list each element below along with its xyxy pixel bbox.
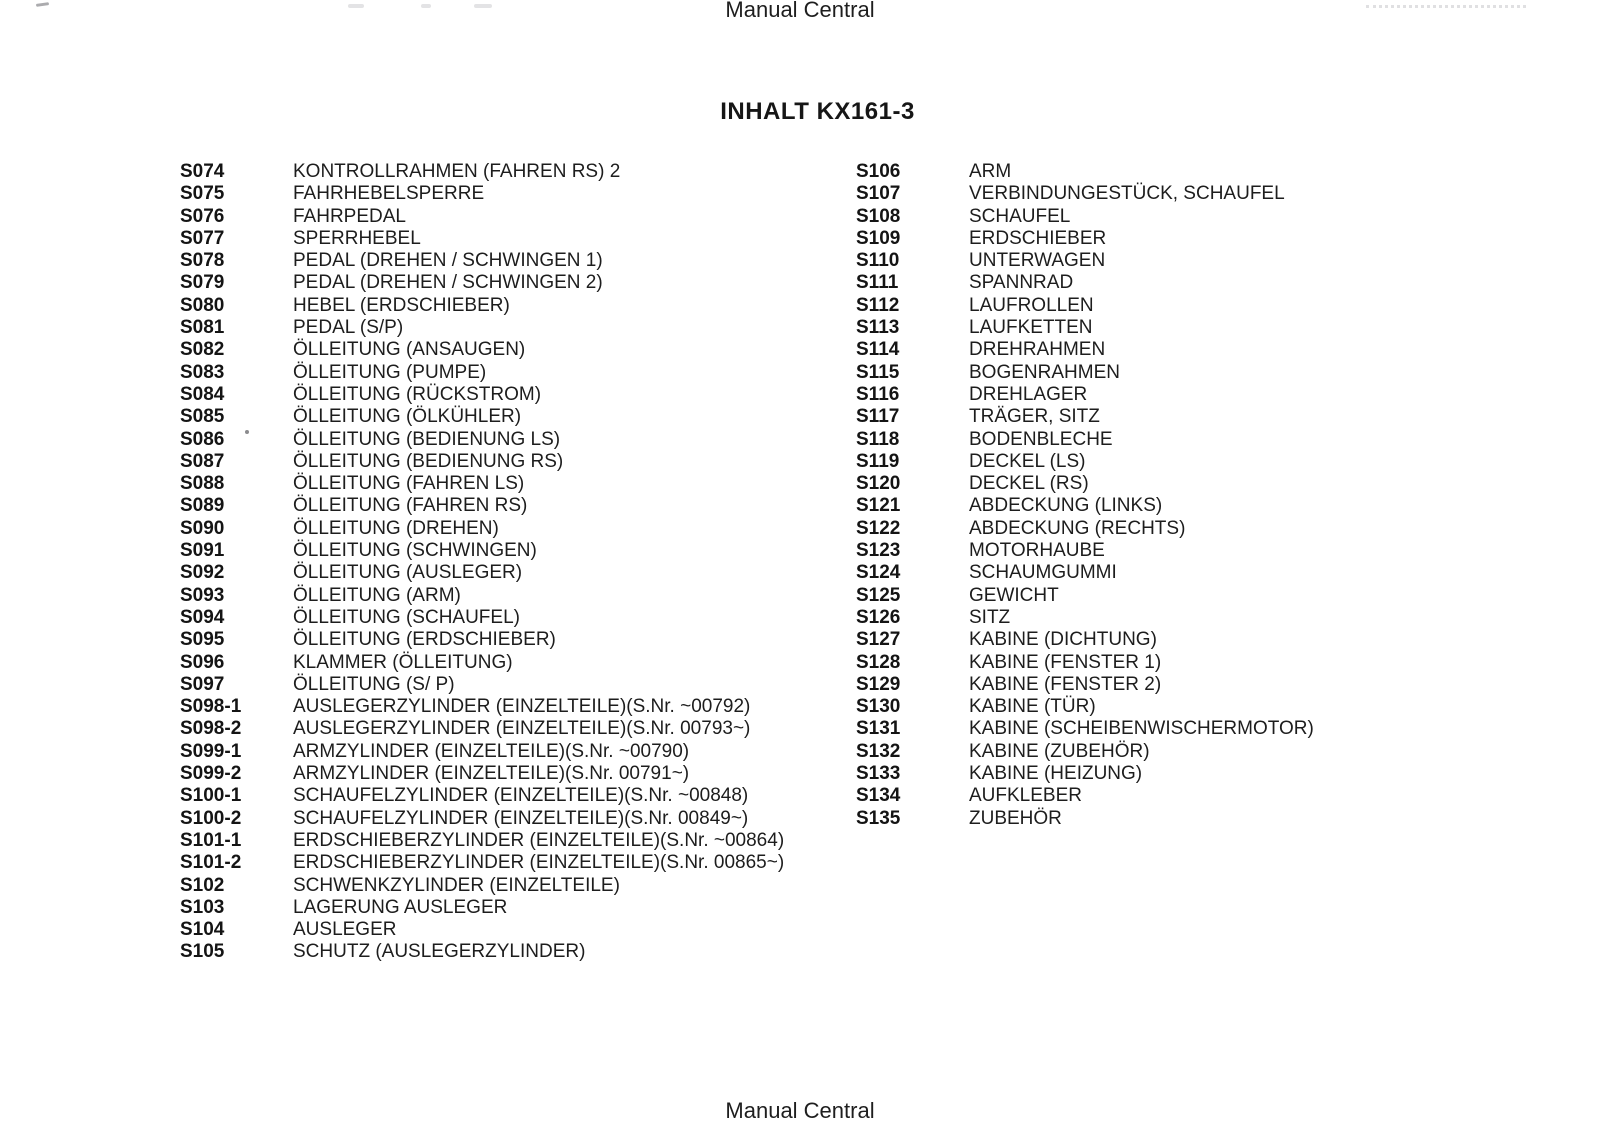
section-title: AUSLEGERZYLINDER (EINZELTEILE)(S.Nr. ~00792) [293, 696, 751, 718]
section-title: FAHRPEDAL [293, 205, 406, 227]
section-code: S099-1 [180, 740, 242, 762]
section-code: S085 [180, 406, 225, 428]
section-code: S109 [856, 227, 901, 249]
toc-row [856, 228, 1314, 250]
section-code: S087 [180, 450, 225, 472]
section-title: ERDSCHIEBER [969, 227, 1107, 249]
section-code: S101-1 [180, 829, 242, 851]
section-code: S075 [180, 183, 225, 205]
toc-row [180, 763, 784, 785]
section-title: AUFKLEBER [969, 785, 1082, 807]
section-code: S098-2 [180, 718, 242, 740]
toc-row [856, 183, 1314, 205]
section-title: ÖLLEITUNG (FAHREN LS) [293, 473, 525, 495]
toc-row [856, 429, 1314, 451]
section-title: GEWICHT [969, 584, 1059, 606]
section-title: ÖLLEITUNG (BEDIENUNG RS) [293, 450, 564, 472]
section-code: S074 [180, 161, 225, 182]
toc-row [180, 161, 784, 183]
section-title: KABINE (DICHTUNG) [969, 629, 1157, 651]
section-code: S127 [856, 629, 901, 651]
section-code: S089 [180, 495, 225, 517]
toc-row [180, 741, 784, 763]
toc-row [180, 585, 784, 607]
section-title: KABINE (HEIZUNG) [969, 763, 1143, 785]
section-title: SCHAUFELZYLINDER (EINZELTEILE)(S.Nr. ~00848) [293, 785, 749, 807]
section-title: KABINE (TÜR) [969, 696, 1096, 718]
section-title: ÖLLEITUNG (S/ P) [293, 673, 455, 695]
toc-row [180, 429, 784, 451]
toc-row [180, 562, 784, 584]
section-code: S081 [180, 317, 225, 339]
section-code: S091 [180, 540, 225, 562]
section-code: S134 [856, 785, 901, 807]
section-code: S104 [180, 919, 225, 941]
section-title: BODENBLECHE [969, 428, 1113, 450]
section-code: S123 [856, 540, 901, 562]
section-title: LAGERUNG AUSLEGER [293, 896, 508, 918]
section-title: ÖLLEITUNG (DREHEN) [293, 517, 499, 539]
toc-row [856, 362, 1314, 384]
toc-row [180, 897, 784, 919]
section-title: DREHLAGER [969, 383, 1088, 405]
section-title: ZUBEHÖR [969, 807, 1062, 829]
section-code: S132 [856, 740, 901, 762]
toc-row [180, 272, 784, 294]
toc-row [856, 607, 1314, 629]
toc-row [180, 495, 784, 517]
section-code: S094 [180, 606, 225, 628]
section-title: ÖLLEITUNG (ÖLKÜHLER) [293, 406, 522, 428]
toc-row [856, 295, 1314, 317]
section-title: ÖLLEITUNG (RÜCKSTROM) [293, 383, 542, 405]
section-title: DREHRAHMEN [969, 339, 1106, 361]
section-code: S133 [856, 763, 901, 785]
section-title: PEDAL (S/P) [293, 317, 404, 339]
section-title: KABINE (FENSTER 1) [969, 651, 1162, 673]
section-title: SCHAUMGUMMI [969, 562, 1117, 584]
section-code: S111 [856, 272, 899, 294]
toc-row [180, 830, 784, 852]
toc-row [180, 451, 784, 473]
toc-row [856, 540, 1314, 562]
section-code: S088 [180, 473, 225, 495]
section-code: S112 [856, 294, 900, 316]
section-code: S090 [180, 517, 225, 539]
section-title: ÖLLEITUNG (ERDSCHIEBER) [293, 629, 556, 651]
section-code: S129 [856, 673, 901, 695]
toc-row [180, 875, 784, 897]
toc-row [180, 718, 784, 740]
toc-row [856, 473, 1314, 495]
toc-row [180, 339, 784, 361]
toc-row [856, 161, 1314, 183]
toc-row [856, 652, 1314, 674]
toc-row [180, 183, 784, 205]
section-code: S078 [180, 250, 225, 272]
section-title: VERBINDUNGESTÜCK, SCHAUFEL [969, 183, 1285, 205]
section-title: KLAMMER (ÖLLEITUNG) [293, 651, 513, 673]
toc-row [180, 607, 784, 629]
section-title: ERDSCHIEBERZYLINDER (EINZELTEILE)(S.Nr. 00865~) [293, 852, 785, 874]
section-code: S076 [180, 205, 225, 227]
section-title: HEBEL (ERDSCHIEBER) [293, 294, 510, 316]
section-title: DECKEL (RS) [969, 473, 1089, 495]
toc-row [856, 495, 1314, 517]
section-title: KABINE (FENSTER 2) [969, 673, 1162, 695]
toc-row [856, 674, 1314, 696]
footer-watermark: Manual Central [725, 1098, 875, 1123]
section-code: S080 [180, 294, 225, 316]
header-watermark: Manual Central [725, 0, 875, 22]
section-title: TRÄGER, SITZ [969, 406, 1100, 428]
section-code: S122 [856, 517, 901, 539]
toc-row [180, 362, 784, 384]
toc-row [856, 206, 1314, 228]
section-code: S086 [180, 428, 225, 450]
section-title: ÖLLEITUNG (PUMPE) [293, 361, 487, 383]
section-title: PEDAL (DREHEN / SCHWINGEN 2) [293, 272, 603, 294]
section-title: LAUFKETTEN [969, 317, 1093, 339]
toc-row [856, 406, 1314, 428]
section-title: ÖLLEITUNG (FAHREN RS) [293, 495, 528, 517]
section-code: S101-2 [180, 852, 242, 874]
section-title: ÖLLEITUNG (SCHAUFEL) [293, 606, 520, 628]
section-code: S098-1 [180, 696, 242, 718]
section-code: S135 [856, 807, 901, 829]
section-title: FAHRHEBELSPERRE [293, 183, 485, 205]
section-title: ÖLLEITUNG (SCHWINGEN) [293, 540, 537, 562]
section-code: S097 [180, 673, 225, 695]
toc-row [180, 250, 784, 272]
section-code: S116 [856, 383, 900, 405]
section-code: S128 [856, 651, 901, 673]
section-title: ERDSCHIEBERZYLINDER (EINZELTEILE)(S.Nr. ~00864) [293, 829, 785, 851]
section-title: AUSLEGERZYLINDER (EINZELTEILE)(S.Nr. 00793~) [293, 718, 751, 740]
section-title: DECKEL (LS) [969, 450, 1086, 472]
section-title: KABINE (ZUBEHÖR) [969, 740, 1150, 762]
section-title: SCHAUFEL [969, 205, 1071, 227]
section-code: S099-2 [180, 763, 242, 785]
toc-row [180, 652, 784, 674]
toc-row [180, 852, 784, 874]
section-code: S115 [856, 361, 900, 383]
toc-row [180, 540, 784, 562]
section-code: S107 [856, 183, 901, 205]
section-code: S084 [180, 383, 225, 405]
section-code: S096 [180, 651, 225, 673]
toc-row [180, 919, 784, 941]
section-code: S077 [180, 227, 225, 249]
toc-row [856, 272, 1314, 294]
section-title: ARMZYLINDER (EINZELTEILE)(S.Nr. 00791~) [293, 763, 690, 785]
section-title: SPANNRAD [969, 272, 1074, 294]
section-code: S079 [180, 272, 225, 294]
section-title: SCHUTZ (AUSLEGERZYLINDER) [293, 941, 586, 963]
section-code: S100-2 [180, 807, 242, 829]
section-code: S124 [856, 562, 901, 584]
toc-row [180, 941, 784, 963]
section-title: SITZ [969, 606, 1011, 628]
section-code: S113 [856, 317, 900, 339]
toc-row [180, 808, 784, 830]
section-code: S125 [856, 584, 901, 606]
section-code: S095 [180, 629, 225, 651]
section-code: S114 [856, 339, 900, 361]
section-title: ÖLLEITUNG (ANSAUGEN) [293, 339, 526, 361]
toc-row [180, 317, 784, 339]
section-code: S120 [856, 473, 901, 495]
section-code: S093 [180, 584, 225, 606]
toc-row [856, 808, 1314, 830]
toc-row [856, 250, 1314, 272]
toc-row [180, 384, 784, 406]
section-title: ABDECKUNG (RECHTS) [969, 517, 1186, 539]
section-code: S118 [856, 428, 900, 450]
section-code: S102 [180, 874, 225, 896]
section-title: ÖLLEITUNG (BEDIENUNG LS) [293, 428, 561, 450]
toc-row [856, 763, 1314, 785]
section-code: S082 [180, 339, 225, 361]
section-code: S110 [856, 250, 900, 272]
toc-row [180, 696, 784, 718]
section-title: KABINE (SCHEIBENWISCHERMOTOR) [969, 718, 1314, 740]
section-title: ABDECKUNG (LINKS) [969, 495, 1163, 517]
section-code: S083 [180, 361, 225, 383]
section-code: S105 [180, 941, 225, 963]
section-code: S108 [856, 205, 901, 227]
section-code: S119 [856, 450, 900, 472]
toc-column-left [180, 161, 784, 964]
section-title: ÖLLEITUNG (AUSLEGER) [293, 562, 523, 584]
section-code: S126 [856, 606, 901, 628]
toc-row [180, 629, 784, 651]
toc-row [856, 339, 1314, 361]
toc-row [180, 406, 784, 428]
section-title: LAUFROLLEN [969, 294, 1094, 316]
section-title: KONTROLLRAHMEN (FAHREN RS) 2 [293, 161, 621, 182]
toc-row [856, 317, 1314, 339]
section-title: SCHWENKZYLINDER (EINZELTEILE) [293, 874, 620, 896]
toc-row [856, 518, 1314, 540]
toc-row [856, 562, 1314, 584]
section-title: ARM [969, 161, 1012, 182]
toc-row [856, 785, 1314, 807]
section-code: S092 [180, 562, 225, 584]
section-title: SPERRHEBEL [293, 227, 421, 249]
section-code: S117 [856, 406, 900, 428]
section-code: S130 [856, 696, 901, 718]
toc-column-right [856, 161, 1314, 830]
section-title: PEDAL (DREHEN / SCHWINGEN 1) [293, 250, 603, 272]
toc-row [856, 718, 1314, 740]
toc-row [856, 741, 1314, 763]
page-title: INHALT KX161-3 [720, 98, 915, 125]
toc-row [180, 785, 784, 807]
section-title: ARMZYLINDER (EINZELTEILE)(S.Nr. ~00790) [293, 740, 690, 762]
toc-row [856, 629, 1314, 651]
toc-row [180, 295, 784, 317]
toc-row [180, 228, 784, 250]
toc-row [180, 674, 784, 696]
section-code: S103 [180, 896, 225, 918]
toc-row [856, 696, 1314, 718]
toc-row [180, 518, 784, 540]
section-code: S131 [856, 718, 901, 740]
section-title: AUSLEGER [293, 919, 397, 941]
section-title: UNTERWAGEN [969, 250, 1106, 272]
section-code: S100-1 [180, 785, 242, 807]
section-title: BOGENRAHMEN [969, 361, 1120, 383]
toc-row [180, 473, 784, 495]
section-code: S106 [856, 161, 901, 182]
section-title: MOTORHAUBE [969, 540, 1105, 562]
toc-row [856, 451, 1314, 473]
toc-row [856, 585, 1314, 607]
section-code: S121 [856, 495, 901, 517]
section-title: ÖLLEITUNG (ARM) [293, 584, 461, 606]
toc-row [180, 206, 784, 228]
section-title: SCHAUFELZYLINDER (EINZELTEILE)(S.Nr. 00849~) [293, 807, 749, 829]
toc-row [856, 384, 1314, 406]
